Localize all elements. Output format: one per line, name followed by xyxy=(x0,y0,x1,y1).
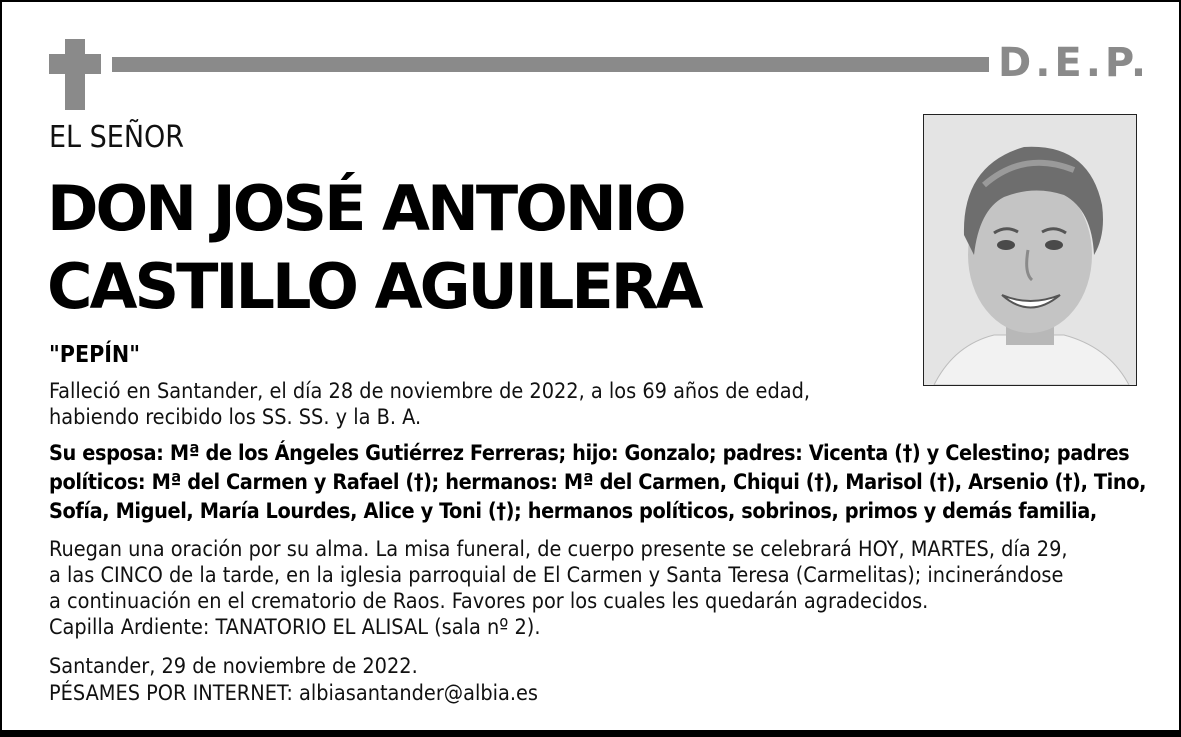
service-text-line: Ruegan una oración por su alma. La misa funeral, de cuerpo presente se celebrará HOY, MARTES, día 29, xyxy=(49,537,1068,562)
cross-icon-arm xyxy=(49,54,101,74)
condolences-line: PÉSAMES POR INTERNET: albiasantander@albia.es xyxy=(49,681,538,706)
cross-icon xyxy=(65,39,85,110)
dep-label: D.E.P. xyxy=(998,40,1151,86)
family-text-line: Su esposa: Mª de los Ángeles Gutiérrez Ferreras; hijo: Gonzalo; padres: Vicenta (†) y Celestino; padres xyxy=(49,441,1130,466)
place-date: Santander, 29 de noviembre de 2022. xyxy=(49,654,418,679)
family-text-line: Sofía, Miguel, María Lourdes, Alice y Toni (†); hermanos políticos, sobrinos, primos y demás familia, xyxy=(49,499,1097,524)
nickname: "PEPÍN" xyxy=(49,342,141,368)
death-text-line: Falleció en Santander, el día 28 de noviembre de 2022, a los 69 años de edad, xyxy=(49,379,811,404)
deceased-name-line-1: DON JOSÉ ANTONIO xyxy=(47,172,684,245)
family-text-line: políticos: Mª del Carmen y Rafael (†); hermanos: Mª del Carmen, Chiqui (†), Marisol (†), Arsenio (†), Tino, xyxy=(49,470,1147,495)
header-rule xyxy=(112,57,989,72)
service-text-line: a continuación en el crematorio de Raos. Favores por los cuales les quedarán agradecidos. xyxy=(49,589,929,614)
portrait-illustration xyxy=(924,115,1136,385)
deceased-name-line-2: CASTILLO AGUILERA xyxy=(47,250,701,323)
chapel-text-line: Capilla Ardiente: TANATORIO EL ALISAL (sala nº 2). xyxy=(49,615,541,640)
honorific: EL SEÑOR xyxy=(49,120,185,155)
death-text-line: habiendo recibido los SS. SS. y la B. A. xyxy=(49,405,422,430)
portrait-photo xyxy=(923,114,1137,386)
service-text-line: a las CINCO de la tarde, en la iglesia parroquial de El Carmen y Santa Teresa (Carmelitas); incinerándose xyxy=(49,563,1064,588)
